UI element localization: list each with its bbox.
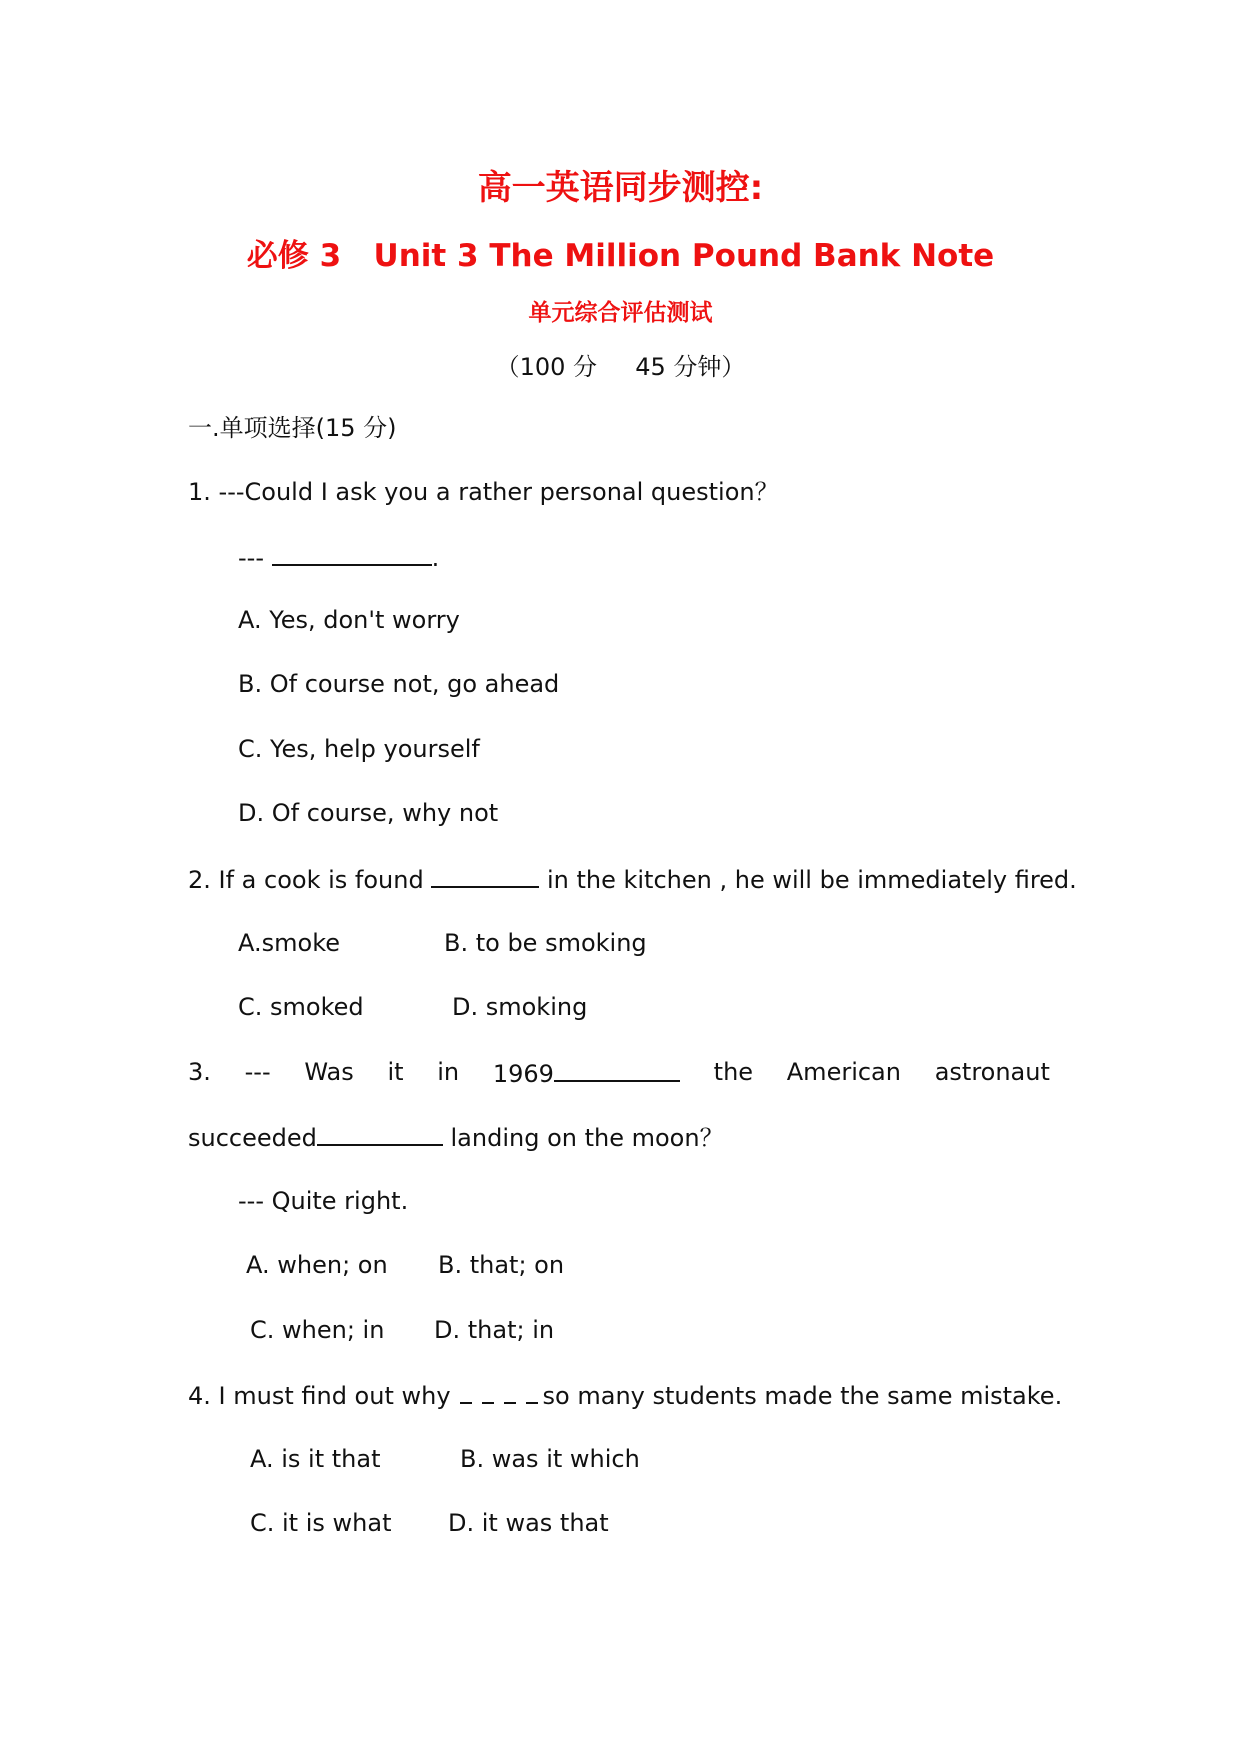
q3-reply: --- Quite right.: [238, 1187, 409, 1215]
q1-reply-prefix: ---: [238, 544, 272, 572]
q4-option-d: D. it was that: [448, 1509, 609, 1537]
q3-stem-line1: [188, 1056, 1050, 1090]
q1-stem: 1. ---Could I ask you a rather personal question？: [188, 478, 779, 506]
q3-stem-line2: [188, 1120, 724, 1154]
q2-answer-blank: [431, 862, 539, 888]
q2-option-d: D. smoking: [452, 993, 588, 1021]
q1-reply: [238, 540, 439, 574]
doc-subtitle: 必修 3 Unit 3 The Million Pound Bank Note: [246, 238, 995, 274]
q4-answer-blank: [455, 1382, 543, 1410]
q1-option-c: C. Yes, help yourself: [238, 735, 480, 763]
test-name: 单元综合评估测试: [528, 300, 713, 326]
section-heading: 一.单项选择(15 分): [188, 414, 397, 442]
q1-reply-suffix: .: [431, 544, 440, 572]
q3-word: American: [786, 1058, 901, 1086]
q3-option-d: D. that; in: [434, 1316, 555, 1344]
q2-option-b: B. to be smoking: [444, 929, 647, 957]
q3-option-b: B. that; on: [438, 1251, 565, 1279]
q3-word: in: [437, 1058, 460, 1086]
q4-stem-pre: 4. I must find out why: [188, 1382, 451, 1410]
q2-option-a: A.smoke: [238, 929, 340, 957]
q3-answer-blank-1: [554, 1056, 680, 1082]
q4-stem: [188, 1378, 1062, 1412]
q3-word: Was: [304, 1058, 354, 1086]
q3-word: astronaut: [934, 1058, 1050, 1086]
score-time: （100 分 45 分钟）: [495, 353, 746, 381]
q1-option-a: A. Yes, don't worry: [238, 606, 460, 634]
q4-option-c: C. it is what: [250, 1509, 392, 1537]
q3-word: ---: [244, 1058, 271, 1086]
q1-option-b: B. Of course not, go ahead: [238, 670, 560, 698]
q4-stem-post: so many students made the same mistake.: [542, 1382, 1063, 1410]
q1-option-d: D. Of course, why not: [238, 799, 499, 827]
q4-option-a: A. is it that: [250, 1445, 381, 1473]
doc-title: 高一英语同步测控:: [477, 168, 764, 208]
q3-word: it: [387, 1058, 404, 1086]
q3-line2-post: landing on the moon？: [442, 1124, 724, 1152]
q1-answer-blank: [272, 540, 432, 566]
q2-option-c: C. smoked: [238, 993, 364, 1021]
q4-option-b: B. was it which: [460, 1445, 640, 1473]
q2-stem-pre: 2. If a cook is found: [188, 866, 432, 894]
q3-answer-blank-2: [317, 1120, 443, 1146]
q3-option-c: C. when; in: [250, 1316, 385, 1344]
q3-line2-pre: succeeded: [188, 1124, 317, 1152]
q3-word: 3.: [188, 1058, 211, 1086]
q3-word-with-blank: [493, 1056, 680, 1090]
q3-word: the: [713, 1058, 754, 1086]
q3-word: 1969: [492, 1060, 554, 1088]
q2-stem: [188, 862, 1077, 896]
q3-option-a: A. when; on: [246, 1251, 388, 1279]
q2-stem-post: in the kitchen , he will be immediately fired.: [539, 866, 1077, 894]
